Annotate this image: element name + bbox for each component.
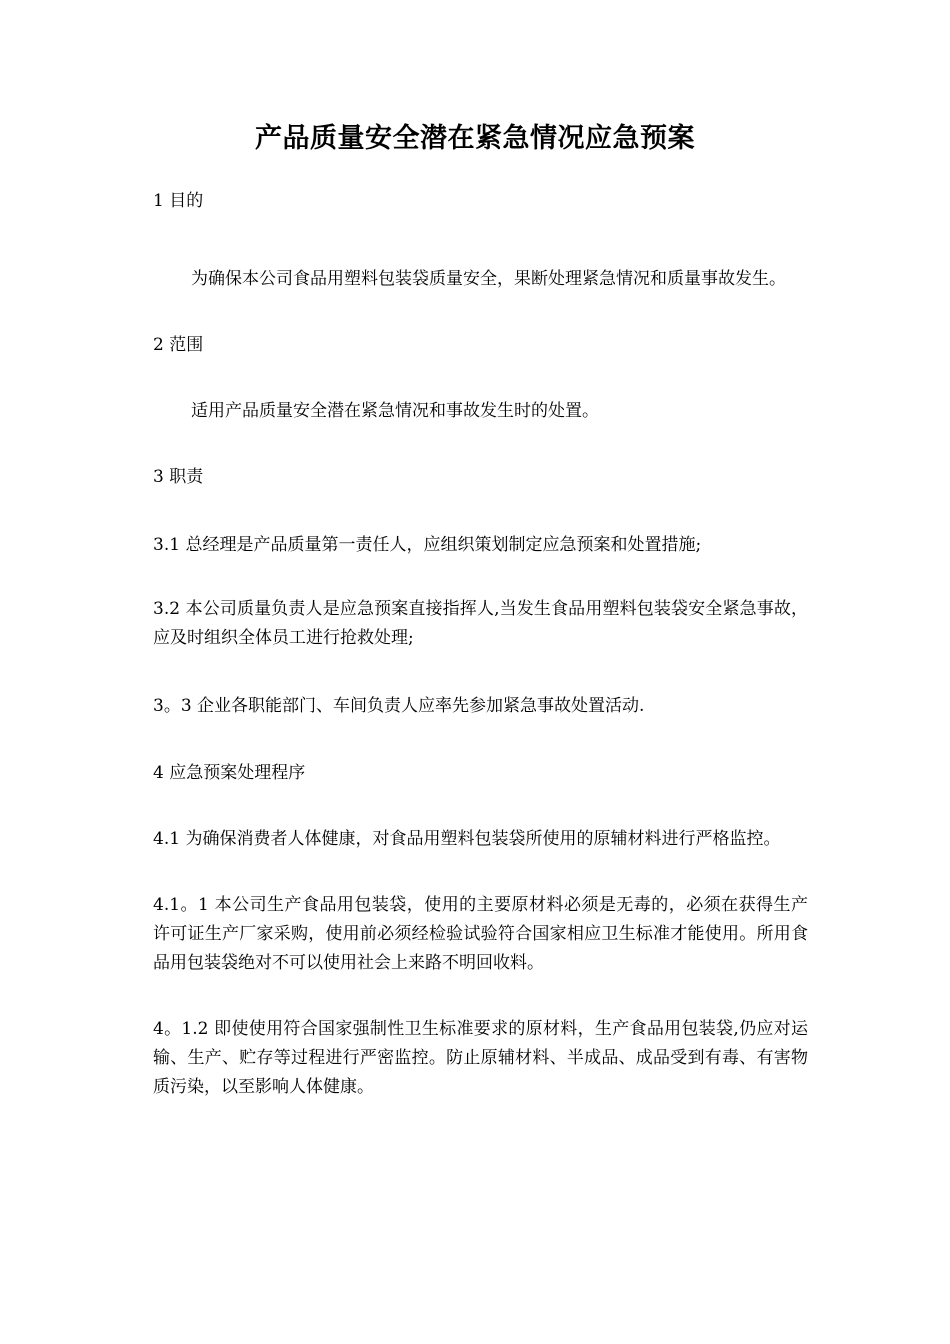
paragraph-4-1-2: 4。1.2 即使使用符合国家强制性卫生标准要求的原材料，生产食品用包装袋,仍应对运输、生产、贮存等过程进行严密监控。防止原辅材料、半成品、成品受到有毒、有害物质污染，以至影响人体健康。	[153, 1019, 808, 1097]
paragraph-4-1-1: 4.1。1 本公司生产食品用包装袋，使用的主要原材料必须是无毒的，必须在获得生产许可证生产厂家采购，使用前必须经检验试验符合国家相应卫生标准才能使用。所用食品用包装袋绝对不可以使用社会上来路不明回收料。	[153, 895, 808, 973]
document-title: 产品质量安全潜在紧急情况应急预案	[255, 123, 695, 154]
section-heading-purpose: 1 目的	[153, 191, 204, 211]
paragraph-3-2: 3.2 本公司质量负责人是应急预案直接指挥人,当发生食品用塑料包装袋安全紧急事故，应及时组织全体员工进行抢救处理;	[153, 599, 808, 648]
section-heading-scope: 2 范围	[153, 335, 204, 355]
paragraph-purpose: 为确保本公司食品用塑料包装袋质量安全，果断处理紧急情况和质量事故发生。	[191, 269, 786, 289]
paragraph-3-1: 3.1 总经理是产品质量第一责任人，应组织策划制定应急预案和处置措施;	[153, 535, 702, 555]
paragraph-3-3: 3。3 企业各职能部门、车间负责人应率先参加紧急事故处置活动.	[153, 696, 645, 716]
document-body	[153, 187, 808, 1102]
section-heading-responsibility: 3 职责	[153, 467, 204, 487]
section-heading-procedure: 4 应急预案处理程序	[153, 763, 306, 783]
paragraph-scope: 适用产品质量安全潜在紧急情况和事故发生时的处置。	[191, 401, 599, 421]
paragraph-4-1: 4.1 为确保消费者人体健康，对食品用塑料包装袋所使用的原辅材料进行严格监控。	[153, 829, 781, 849]
